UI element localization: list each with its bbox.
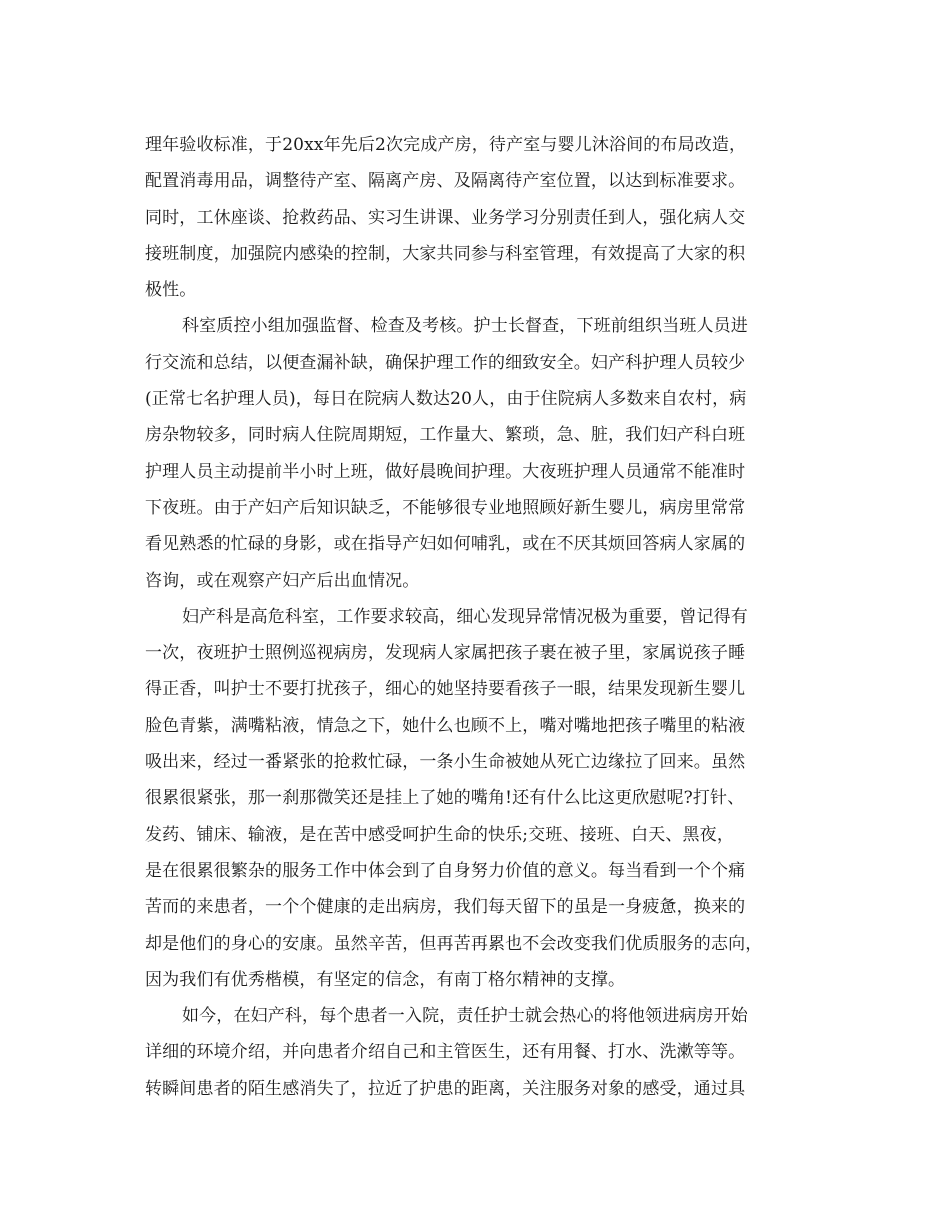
text-line: 咨询，或在观察产妇产后出血情况。 — [145, 570, 420, 591]
paragraph — [145, 599, 805, 998]
text-line: 一次，夜班护士照例巡视病房，发现病人家属把孩子裹在被子里，家属说孩子睡 — [145, 643, 746, 664]
text-line: 却是他们的身心的安康。虽然辛苦，但再苦再累也不会改变我们优质服务的志向， — [145, 933, 763, 954]
text-line: 详细的环境介绍，并向患者介绍自己和主管医生，还有用餐、打水、洗漱等等。 — [145, 1042, 746, 1063]
paragraph — [145, 998, 805, 1107]
text-line: 苦而的来患者，一个个健康的走出病房，我们每天留下的虽是一身疲惫，换来的 — [145, 897, 746, 918]
text-line: 脸色青紫，满嘴粘液，情急之下，她什么也顾不上，嘴对嘴地把孩子嘴里的粘液 — [145, 715, 746, 736]
paragraph — [145, 127, 805, 308]
document-body — [145, 127, 805, 1107]
text-line: 下夜班。由于产妇产后知识缺乏，不能够很专业地照顾好新生婴儿，病房里常常 — [145, 497, 746, 518]
text-line: 护理人员主动提前半小时上班，做好晨晚间护理。大夜班护理人员通常不能准时 — [145, 461, 746, 482]
text-line: 很累很紧张，那一刹那微笑还是挂上了她的嘴角!还有什么比这更欣慰呢?打针、 — [145, 788, 745, 809]
text-line: 行交流和总结，以便查漏补缺，确保护理工作的细致安全。妇产科护理人员较少 — [145, 352, 746, 373]
paragraph — [145, 308, 805, 598]
text-line: 理年验收标准，于20xx年先后2次完成产房，待产室与婴儿沐浴间的布局改造， — [145, 135, 747, 155]
text-line: 同时，工休座谈、抢救药品、实习生讲课、业务学习分别责任到人，强化病人交 — [145, 207, 746, 228]
text-line: 接班制度，加强院内感染的控制，大家共同参与科室管理，有效提高了大家的积 — [145, 243, 746, 264]
text-line: 极性。 — [145, 280, 197, 301]
text-line: 科室质控小组加强监督、检查及考核。护士长督查，下班前组织当班人员进 — [182, 316, 748, 337]
text-line: 吸出来，经过一番紧张的抢救忙碌，一条小生命被她从死亡边缘拉了回来。虽然 — [145, 752, 746, 773]
text-line: (正常七名护理人员)，每日在院病人数达20人，由于住院病人多数来自农村，病 — [145, 389, 747, 410]
text-line: 发药、铺床、输液，是在苦中感受呵护生命的快乐;交班、接班、白天、黑夜， — [145, 824, 734, 845]
text-line: 是在很累很繁杂的服务工作中体会到了自身努力价值的意义。每当看到一个个痛 — [145, 860, 746, 881]
text-line: 因为我们有优秀楷模，有坚定的信念，有南丁格尔精神的支撑。 — [145, 969, 626, 990]
text-line: 看见熟悉的忙碌的身影，或在指导产妇如何哺乳，或在不厌其烦回答病人家属的 — [145, 534, 746, 555]
text-line: 得正香，叫护士不要打扰孩子，细心的她坚持要看孩子一眼，结果发现新生婴儿 — [145, 679, 746, 700]
text-line: 配置消毒用品，调整待产室、隔离产房、及隔离待产室位置，以达到标准要求。 — [145, 171, 746, 192]
text-line: 转瞬间患者的陌生感消失了，拉近了护患的距离，关注服务对象的感受，通过具 — [145, 1078, 746, 1099]
text-line: 妇产科是高危科室，工作要求较高，细心发现异常情况极为重要，曾记得有 — [182, 606, 748, 627]
text-line: 房杂物较多，同时病人住院周期短，工作量大、繁琐，急、脏，我们妇产科白班 — [145, 425, 746, 446]
text-line: 如今，在妇产科，每个患者一入院，责任护士就会热心的将他领进病房开始 — [182, 1006, 748, 1027]
